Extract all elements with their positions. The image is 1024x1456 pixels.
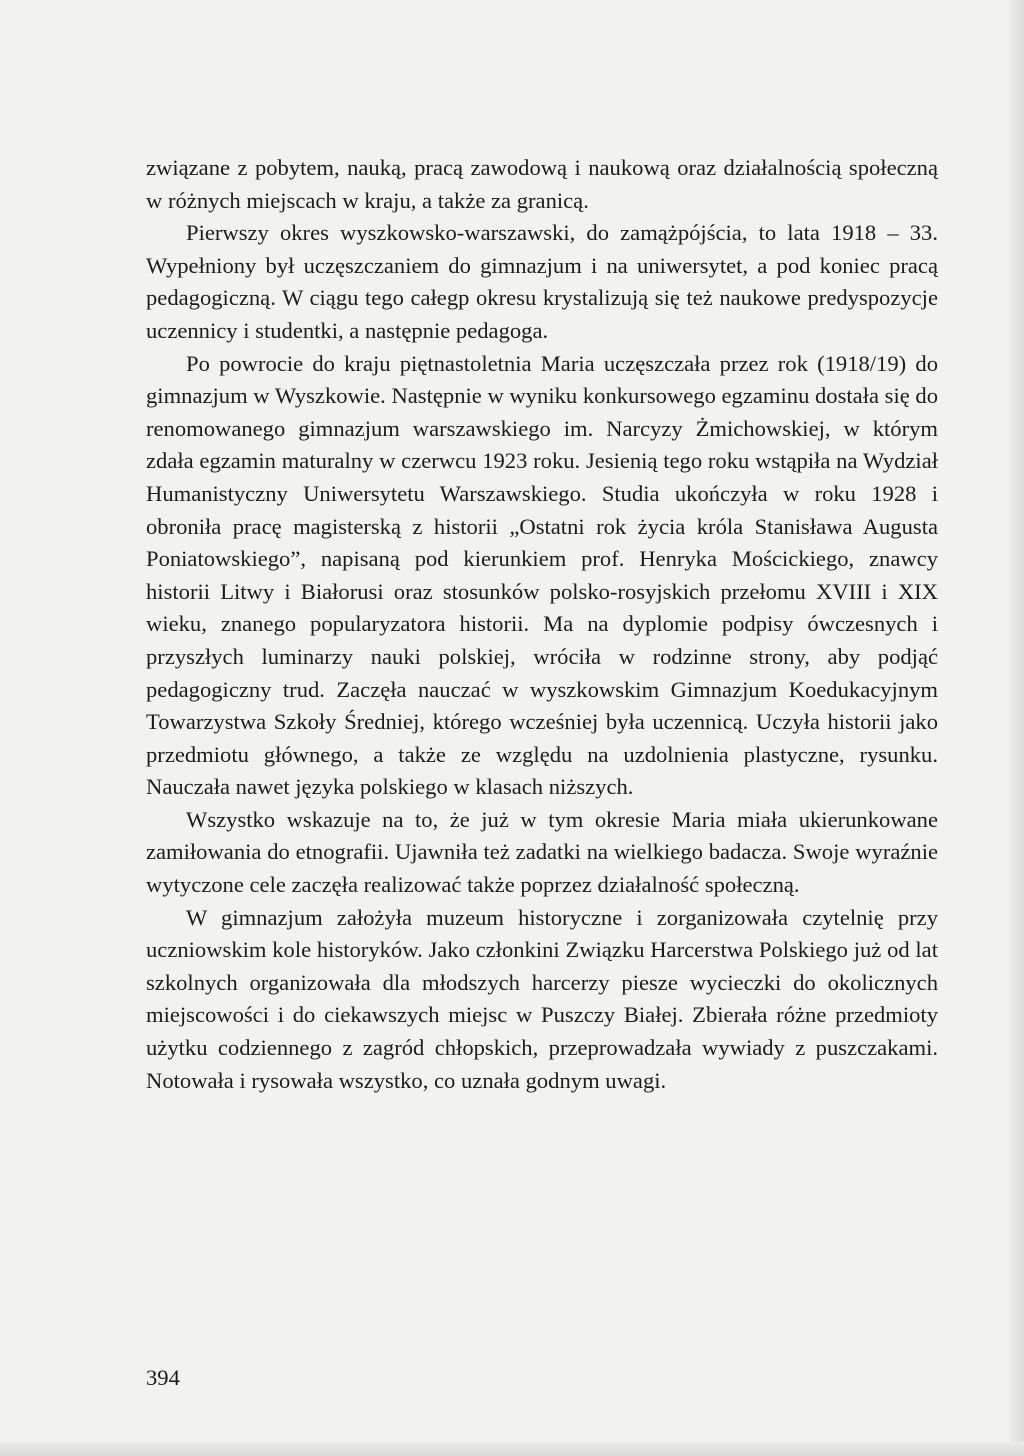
page-number: 394 <box>146 1365 180 1390</box>
paragraph-continuation: związane z pobytem, nauką, pracą zawodową i naukową oraz działalnością społeczną w różnych miejscach w kraju, a także za granicą. <box>146 155 938 213</box>
paragraph-ethnography: Wszystko wskazuje na to, że już w tym okresie Maria miała ukierunkowane zamiłowania do etnografii. Ujawniła też zadatki na wielkiego badacza. Swoje wyraźnie wytyczone cele zaczęła realizować także poprzez działalność społeczną. <box>146 806 938 898</box>
paragraph-social-activity: W gimnazjum założyła muzeum historyczne i zorganizowała czytelnię przy uczniowskim kole historyków. Jako członkini Związku Harcerstwa Polskiego już od lat szkolnych organizowała dla młodszych harcerzy piesze wycieczki do okolicznych miejscowości i do ciekawszych miejsc w Puszczy Białej. Zbierała różne przedmioty użytku codziennego z zagród chłopskich, przeprowadzała wywiady z puszczakami. Notowała i rysowała wszystko, co uznała godnym uwagi. <box>146 904 938 1093</box>
page-edge-right <box>1010 0 1024 1456</box>
paragraph-first-period: Pierwszy okres wyszkowsko-warszawski, do zamążpójścia, to lata 1918 – 33. Wypełniony był uczęszczaniem do gimnazjum i na uniwersytet, a pod koniec pracą pedagogiczną. W ciągu tego całegp okresu krystalizują się też naukowe predyspozycje uczennicy i studentki, a następnie pedagoga. <box>146 220 938 343</box>
paragraph-education: Po powrocie do kraju piętnastoletnia Maria uczęszczała przez rok (1918/19) do gimnazjum w Wyszkowie. Następnie w wyniku konkursowego egzaminu dostała się do renomowanego gimnazjum warszawskiego im. Narcyzy Żmichowskiej, w którym zdała egzamin maturalny w czerwcu 1923 roku. Jesienią tego roku wstąpiła na Wydział Humanistyczny Uniwersytetu Warszawskiego. Studia ukończyła w roku 1928 i obroniła pracę magisterską z historii „Ostatni rok życia króla Stanisława Augusta Poniatowskiego”, napisaną pod kierunkiem prof. Henryka Mościckiego, znawcy historii Litwy i Białorusi oraz stosunków polsko-rosyjskich przełomu XVIII i XIX wieku, znanego popularyzatora historii. Ma na dyplomie podpisy ówczesnych i przyszłych luminarzy nauki polskiej, wróciła w rodzinne strony, aby podjąć pedagogiczny trud. Zaczęła nauczać w wyszkowskim Gimnazjum Koedukacyjnym Towarzystwa Szkoły Średniej, którego wcześniej była uczennicą. Uczyła historii jako przedmiotu głównego, a także ze względu na uzdolnienia plastyczne, rysunku. Nauczała nawet języka polskiego w klasach niższych. <box>146 350 938 800</box>
body-text <box>146 152 938 1097</box>
page-edge-bottom <box>0 1442 1024 1456</box>
